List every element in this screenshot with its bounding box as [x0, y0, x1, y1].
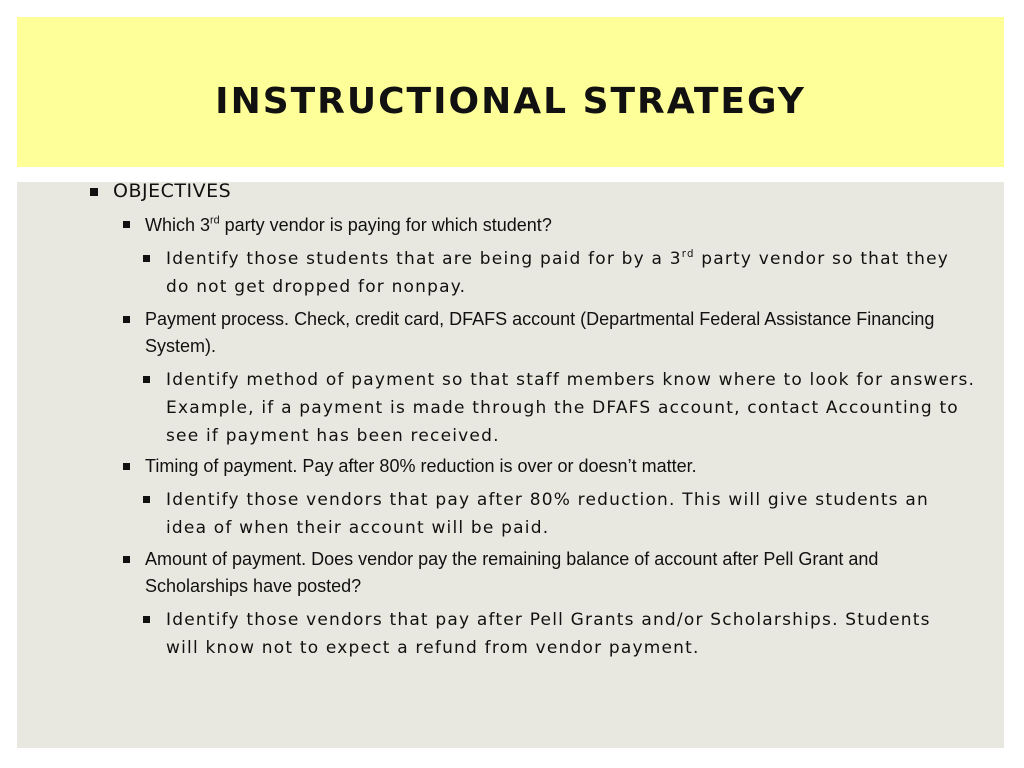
objective-item-2: Payment process. Check, credit card, DFAFS account (Departmental Federal Assistance Financing System). — [145, 309, 935, 356]
bullet-icon — [143, 616, 150, 623]
content-area — [17, 182, 1004, 748]
objective-item-4: Amount of payment. Does vendor pay the remaining balance of account after Pell Grant and Scholarships have posted? — [145, 549, 879, 596]
superscript: rd — [681, 248, 695, 260]
objective-item-1-detail-text-rest: party vendor so that they do not get dropped for nonpay. — [166, 249, 949, 297]
superscript: rd — [210, 214, 220, 227]
bullet-icon — [143, 496, 150, 503]
objective-item-2-detail: Identify method of payment so that staff members know where to look for answers. Example, if a payment is made through the DFAFS account, contact Accounting to see if payment has been received. — [166, 370, 976, 446]
objective-item-1-detail — [166, 245, 966, 301]
objective-item-3: Timing of payment. Pay after 80% reduction is over or doesn’t matter. — [145, 456, 697, 476]
objective-item-4-detail: Identify those vendors that pay after Pell Grants and/or Scholarships. Students will know not to expect a refund from vendor payment. — [166, 610, 931, 658]
objective-item-1 — [145, 212, 965, 239]
objective-item-3-detail: Identify those vendors that pay after 80% reduction. This will give students an idea of when their account will be paid. — [166, 490, 929, 538]
bullet-icon — [123, 463, 130, 470]
title-band — [17, 17, 1004, 167]
slide-title: INSTRUCTIONAL STRATEGY — [215, 81, 806, 122]
objective-item-1-text: Which 3 — [145, 215, 211, 235]
bullet-icon — [123, 556, 130, 563]
objective-item-1-detail-text: Identify those students that are being paid for by a 3 — [166, 249, 682, 269]
objective-item-1-text-rest: party vendor is paying for which student? — [219, 215, 552, 235]
bullet-icon — [143, 376, 150, 383]
bullet-icon — [143, 255, 150, 262]
bullet-icon — [123, 221, 130, 228]
bullet-icon — [123, 316, 130, 323]
objectives-heading: OBJECTIVES — [113, 180, 232, 202]
bullet-icon — [90, 188, 98, 196]
